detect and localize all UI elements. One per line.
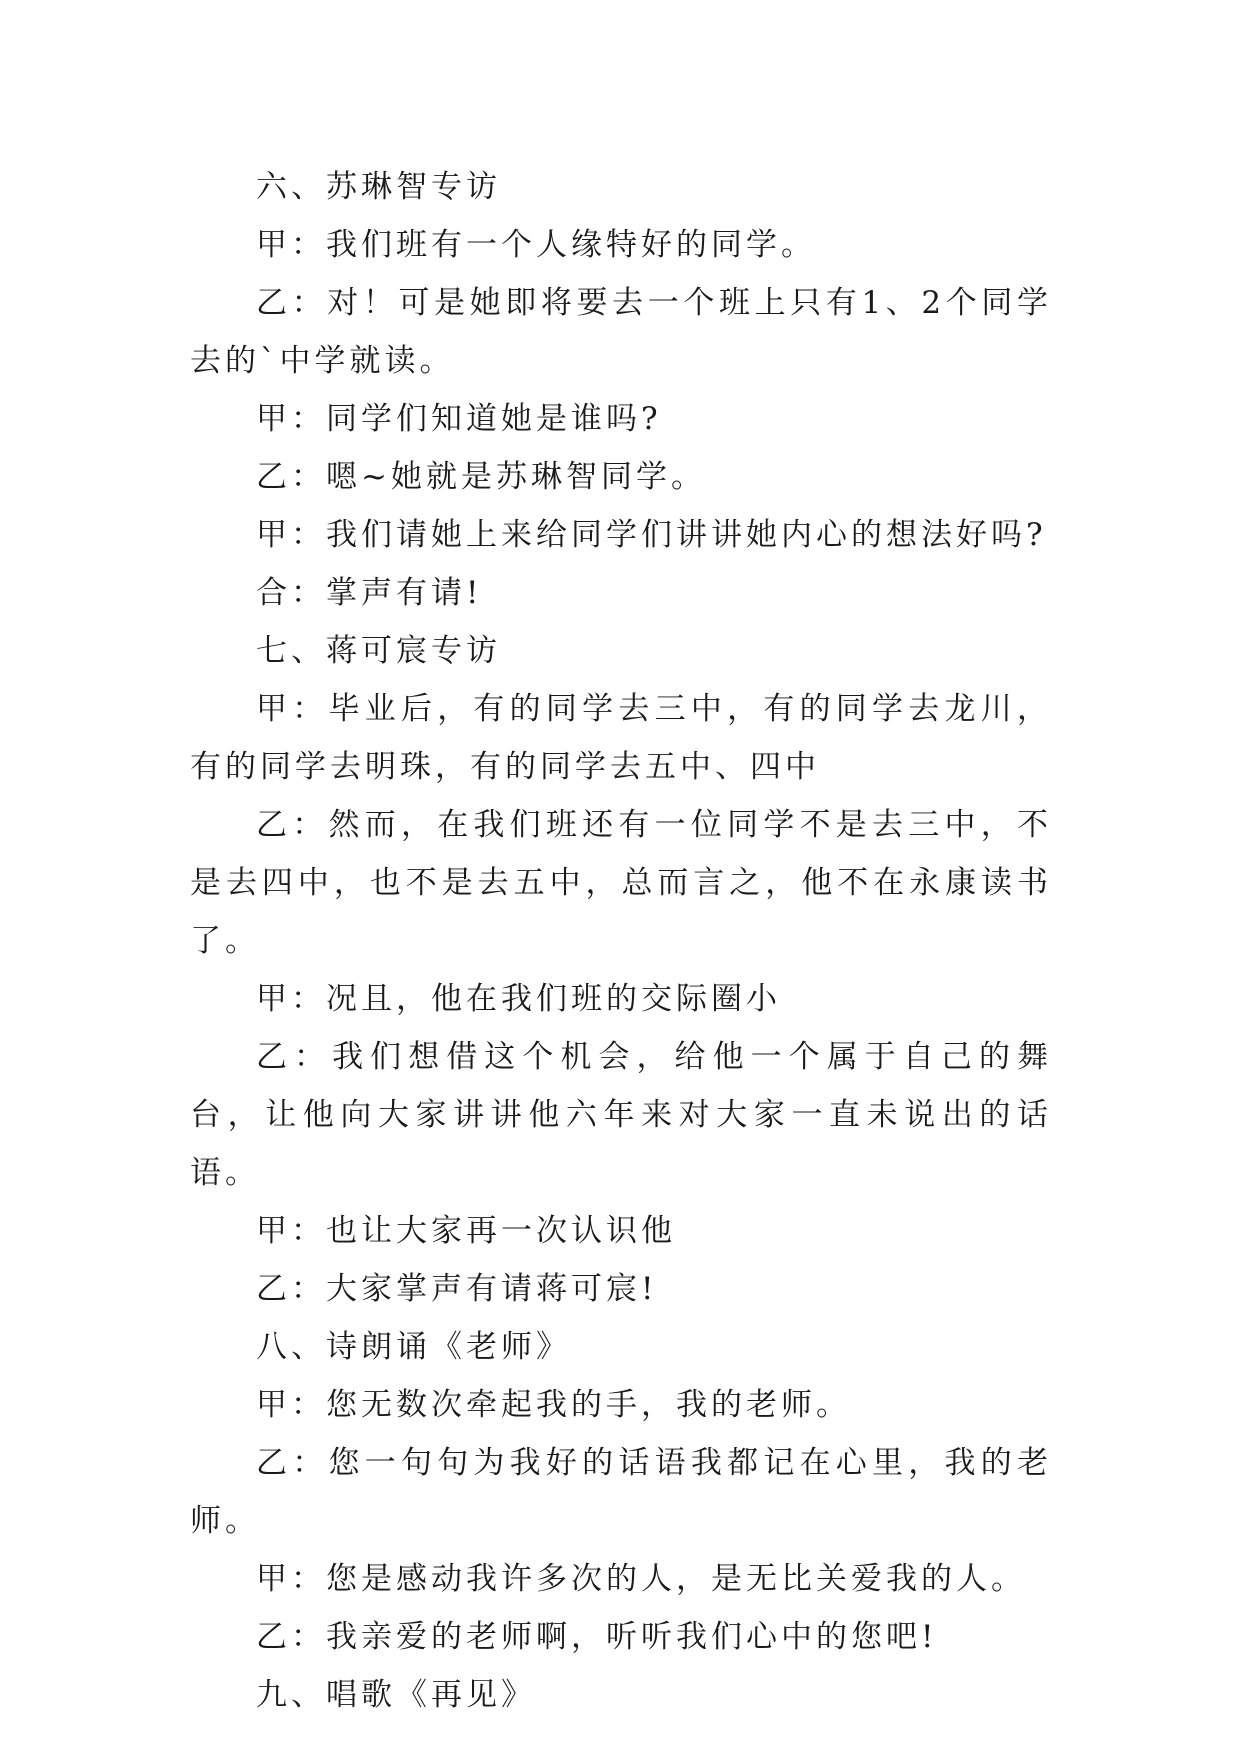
section-heading-poem: 八、诗朗诵《老师》 xyxy=(256,1329,571,1365)
dialogue-line: 甲：也让大家再一次认识他 xyxy=(256,1213,676,1249)
dialogue-line: 合：掌声有请! xyxy=(256,575,483,611)
dialogue-line: 乙：我们想借这个机会，给他一个属于自己的舞台，让他向大家讲讲他六年来对大家一直未说出的话语。 xyxy=(190,1039,1052,1191)
dialogue-line: 乙：您一句句为我好的话语我都记在心里，我的老师。 xyxy=(190,1445,1052,1539)
document-body xyxy=(190,158,1052,1724)
dialogue-line: 乙：然而，在我们班还有一位同学不是去三中，不是去四中，也不是去五中，总而言之，他不在永康读书了。 xyxy=(190,807,1052,959)
dialogue-line: 甲：毕业后，有的同学去三中，有的同学去龙川，有的同学去明珠，有的同学去五中、四中 xyxy=(190,691,1052,785)
dialogue-line: 甲：我们请她上来给同学们讲讲她内心的想法好吗? xyxy=(256,517,1047,553)
section-heading-song: 九、唱歌《再见》 xyxy=(256,1677,536,1713)
dialogue-line: 乙：大家掌声有请蒋可宸! xyxy=(256,1271,658,1307)
dialogue-line: 甲：您无数次牵起我的手，我的老师。 xyxy=(256,1387,851,1423)
dialogue-line: 乙：我亲爱的老师啊，听听我们心中的您吧! xyxy=(256,1619,938,1655)
dialogue-line: 甲：您是感动我许多次的人，是无比关爱我的人。 xyxy=(256,1561,1026,1597)
dialogue-line: 甲：况且，他在我们班的交际圈小 xyxy=(256,981,781,1017)
dialogue-line: 乙：嗯~她就是苏琳智同学。 xyxy=(256,459,706,495)
section-heading-interview-1: 六、苏琳智专访 xyxy=(256,169,501,205)
dialogue-line: 乙：对！可是她即将要去一个班上只有1、2个同学去的`中学就读。 xyxy=(190,285,1052,379)
dialogue-line: 甲：我们班有一个人缘特好的同学。 xyxy=(256,227,816,263)
section-heading-interview-2: 七、蒋可宸专访 xyxy=(256,633,501,669)
dialogue-line: 甲：同学们知道她是谁吗? xyxy=(256,401,662,437)
